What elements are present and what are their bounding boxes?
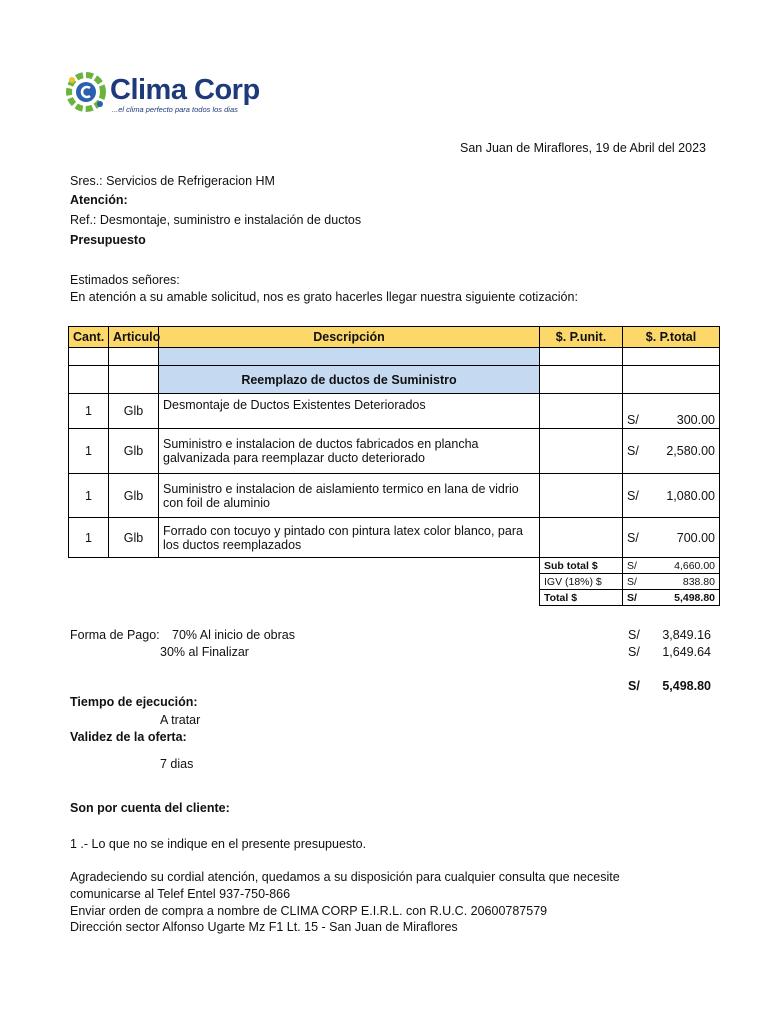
row-cant: 1 <box>69 474 109 518</box>
quote-table <box>68 326 720 606</box>
table-header-row <box>69 327 720 348</box>
header-articulo: Articulo <box>109 327 159 348</box>
validez-label: Validez de la oferta: <box>70 730 187 744</box>
row-cant: 1 <box>69 394 109 429</box>
reference-line: Ref.: Desmontaje, suministro e instalación de ductos <box>70 213 362 227</box>
row-descripcion: Suministro e instalacion de aislamiento termico en lana de vidrio con foil de aluminio <box>159 474 540 518</box>
document-type: Presupuesto <box>70 233 146 247</box>
attention-label: Atención: <box>70 193 128 207</box>
row-descripcion: Suministro e instalacion de ductos fabricados en plancha galvanizada para reemplazar ducto deteriorado <box>159 429 540 474</box>
row-cant: 1 <box>69 518 109 558</box>
date-line: San Juan de Miraflores, 19 de Abril del 2023 <box>460 141 706 155</box>
row-total: S/ 1,080.00 <box>623 474 720 518</box>
total-label: Total $ <box>540 590 623 606</box>
table-row <box>69 394 720 429</box>
subtotal-value: S/ 4,660.00 <box>623 558 720 574</box>
header-cant: Cant. <box>69 327 109 348</box>
igv-label: IGV (18%) $ <box>540 574 623 590</box>
grand-total-amount: 5,498.80 <box>662 679 711 693</box>
footer-line-4: Dirección sector Alfonso Ugarte Mz F1 Lt. 15 - San Juan de Miraflores <box>70 920 458 934</box>
row-total: S/ 2,580.00 <box>623 429 720 474</box>
section-title: Reemplazo de ductos de Suministro <box>159 366 540 394</box>
cliente-label: Son por cuenta del cliente: <box>70 801 230 815</box>
footer-line-3: Enviar orden de compra a nombre de CLIMA CORP E.I.R.L. con R.U.C. 20600787579 <box>70 904 548 918</box>
subtotal-row <box>69 558 720 574</box>
grand-total-currency: S/ <box>628 679 640 693</box>
row-descripcion: Forrado con tocuyo y pintado con pintura latex color blanco, para los ductos reemplazados <box>159 518 540 558</box>
header-descripcion: Descripción <box>159 327 540 348</box>
recipient-line: Sres.: Servicios de Refrigeracion HM <box>70 174 275 188</box>
igv-row <box>69 574 720 590</box>
header-total-price: $. P.total <box>623 327 720 348</box>
payment-amount-2: 1,649.64 <box>662 645 711 659</box>
payment-line-1: 70% Al inicio de obras <box>172 628 295 642</box>
row-articulo: Glb <box>109 394 159 429</box>
company-name: Clima Corp <box>110 74 260 106</box>
payment-currency-2: S/ <box>628 645 640 659</box>
row-articulo: Glb <box>109 518 159 558</box>
row-articulo: Glb <box>109 429 159 474</box>
row-articulo: Glb <box>109 474 159 518</box>
greeting: Estimados señores: <box>70 273 180 287</box>
row-total: S/ 300.00 <box>623 394 720 429</box>
payment-label: Forma de Pago: <box>70 628 160 642</box>
company-tagline: ...el clima perfecto para todos los dias <box>112 105 238 114</box>
validez-value: 7 dias <box>160 757 194 771</box>
subtotal-label: Sub total $ <box>540 558 623 574</box>
table-row <box>69 474 720 518</box>
table-spacer-row <box>69 348 720 366</box>
tiempo-value: A tratar <box>160 713 201 727</box>
row-descripcion: Desmontaje de Ductos Existentes Deteriorados <box>159 394 540 429</box>
payment-currency-1: S/ <box>628 628 640 642</box>
cliente-item: 1 .- Lo que no se indique en el presente presupuesto. <box>70 837 367 851</box>
total-value: S/ 5,498.80 <box>623 590 720 606</box>
table-row <box>69 429 720 474</box>
igv-value: S/ 838.80 <box>623 574 720 590</box>
payment-amount-1: 3,849.16 <box>662 628 711 642</box>
logo-mark-icon <box>66 70 106 114</box>
row-cant: 1 <box>69 429 109 474</box>
table-section-row <box>69 366 720 394</box>
footer-line-2: comunicarse al Telef Entel 937-750-866 <box>70 887 291 901</box>
tiempo-label: Tiempo de ejecución: <box>70 695 198 709</box>
header-unit-price: $. P.unit. <box>540 327 623 348</box>
total-row <box>69 590 720 606</box>
row-total: S/ 700.00 <box>623 518 720 558</box>
table-row <box>69 518 720 558</box>
footer-line-1: Agradeciendo su cordial atención, quedamos a su disposición para cualquier consulta que necesite <box>70 870 620 884</box>
intro-body: En atención a su amable solicitud, nos es grato hacerles llegar nuestra siguiente cotización: <box>70 290 578 304</box>
payment-line-2: 30% al Finalizar <box>160 645 249 659</box>
company-logo <box>66 66 260 118</box>
